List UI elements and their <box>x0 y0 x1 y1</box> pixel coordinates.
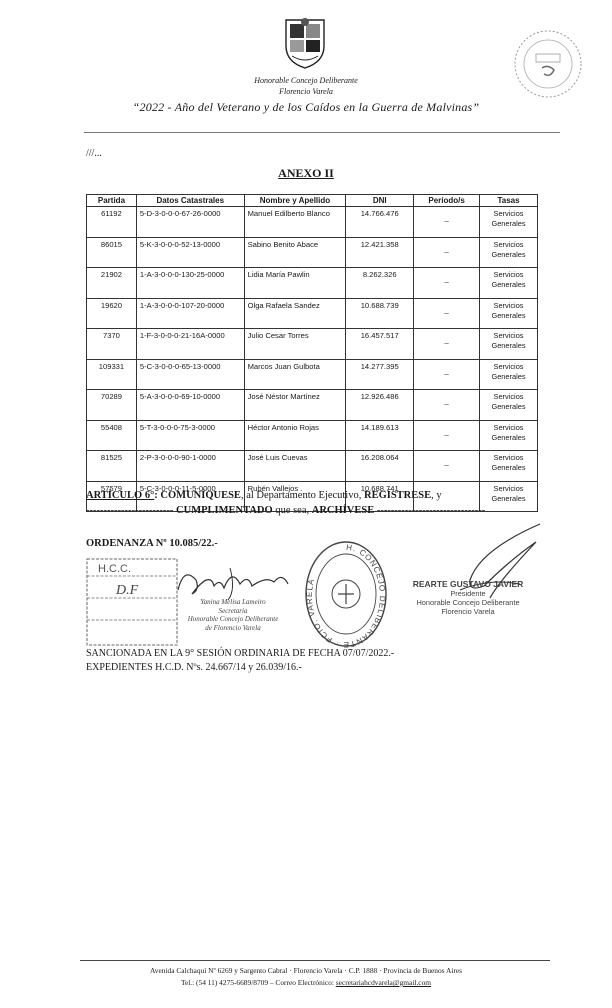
round-seal-icon <box>512 28 584 100</box>
col-header-dni: DNI <box>346 195 414 207</box>
footer-email-link[interactable]: secretariahcdvarela@gmail.com <box>335 978 432 987</box>
cell-periodo: _ <box>414 329 480 360</box>
article-comuniquese: COMUNÍQUESE <box>160 490 241 501</box>
table-row <box>87 390 538 421</box>
secretary-signature-block <box>168 598 298 632</box>
col-header-nombre: Nombre y Apellido <box>244 195 346 207</box>
table-row <box>87 207 538 238</box>
cell-dni: 10.688.739 <box>346 298 414 329</box>
cell-tasas: Servicios Generales <box>480 207 538 238</box>
president-role: Presidente <box>450 589 486 598</box>
cell-dni: 12.926.486 <box>346 390 414 421</box>
cell-nombre: Rubén Vallejos . <box>244 481 346 512</box>
ordinance-number: ORDENANZA Nº 10.085/22.- <box>86 538 218 549</box>
sanctioned-line: SANCIONADA EN LA 9° SESIÓN ORDINARIA DE FECHA 07/07/2022.- <box>86 648 395 659</box>
article-line-1 <box>86 490 538 501</box>
cell-partida: 19620 <box>87 298 137 329</box>
cell-tasas: Servicios Generales <box>480 237 538 268</box>
cell-nombre: Lidia María Pawlin <box>244 268 346 299</box>
cell-nombre: Julio Cesar Torres <box>244 329 346 360</box>
cell-dni: 8.262.326 <box>346 268 414 299</box>
president-signature-block <box>398 580 538 616</box>
cell-partida: 81525 <box>87 451 137 482</box>
col-header-tasas: Tasas <box>480 195 538 207</box>
cell-dni: 12.421.358 <box>346 237 414 268</box>
cell-nombre: Marcos Juan Gulbota <box>244 359 346 390</box>
cell-dni: 10.688.741 <box>346 481 414 512</box>
crest-icon <box>282 14 328 70</box>
secretary-org-2: de Florencio Varela <box>205 623 261 632</box>
header-city: Florencio Varela <box>279 87 333 96</box>
cell-catastro: 1-A-3-0-0-0-107-20-0000 <box>136 298 244 329</box>
council-oval-seal-icon <box>304 540 388 648</box>
cell-catastro: 5-A-3-0-0-0-69-10-0000 <box>136 390 244 421</box>
header-org-name: Honorable Concejo Deliberante <box>254 76 358 85</box>
cell-tasas: Servicios Generales <box>480 268 538 299</box>
cell-periodo: _ <box>414 420 480 451</box>
article-text-mid3: que sea, <box>275 505 310 516</box>
footer-rule <box>80 960 550 961</box>
secretary-role: Secretaria <box>218 606 248 615</box>
cell-catastro: 5-K-3-0-0-0-52-13-0000 <box>136 237 244 268</box>
cell-tasas: Servicios Generales <box>480 329 538 360</box>
cell-nombre: Olga Rafaela Sandez <box>244 298 346 329</box>
article-archivese: ARCHÍVESE <box>311 505 375 516</box>
cell-catastro: 2-P-3-0-0-0-90-1-0000 <box>136 451 244 482</box>
footer-address: Avenida Calchaquí Nº 6269 y Sargento Cabral · Florencio Varela · C.P. 1888 · Provincia de Buenos Aires <box>149 966 463 975</box>
cell-periodo: _ <box>414 359 480 390</box>
hcc-box-initials: D.F <box>116 583 139 598</box>
article-dashes-right: ------------------------------- <box>376 505 486 516</box>
cell-periodo: _ <box>414 451 480 482</box>
table-row <box>87 451 538 482</box>
table-row <box>87 298 538 329</box>
cell-dni: 14.277.395 <box>346 359 414 390</box>
header-motto: “2022 - Año del Veterano y de los Caídos en la Guerra de Malvinas” <box>132 100 480 114</box>
article-label: ARTÍCULO 6° <box>86 490 155 501</box>
seal-mid-text: H. CONCEJO DELIBERANTE · FCIO. VARELA <box>304 542 388 648</box>
cell-partida: 21902 <box>87 268 137 299</box>
col-header-periodo: Período/s <box>414 195 480 207</box>
cell-nombre: Héctor Antonio Rojas <box>244 420 346 451</box>
cell-periodo: _ <box>414 207 480 238</box>
article-colon: : <box>154 490 158 501</box>
cell-catastro: 1-F-3-0-0-0-21-16A-0000 <box>136 329 244 360</box>
article-dashes-left: ------------------------- <box>86 505 174 516</box>
cell-nombre: Manuel Edilberto Blanco <box>244 207 346 238</box>
hcc-box-top-text: H.C.C. <box>98 563 131 575</box>
cell-partida: 109331 <box>87 359 137 390</box>
cell-partida: 7370 <box>87 329 137 360</box>
cell-catastro: 5-C-3-0-0-0-65-13-0000 <box>136 359 244 390</box>
cell-dni: 14.189.613 <box>346 420 414 451</box>
cell-tasas: Servicios Generales <box>480 298 538 329</box>
cell-tasas: Servicios Generales <box>480 481 538 512</box>
cell-catastro: 5-C-3-0-0-0-11-5-0000 <box>136 481 244 512</box>
cell-partida: 55408 <box>87 420 137 451</box>
cell-periodo: _ <box>414 390 480 421</box>
cell-tasas: Servicios Generales <box>480 420 538 451</box>
col-header-catastro: Datos Catastrales <box>136 195 244 207</box>
cell-nombre: Sabino Benito Abace <box>244 237 346 268</box>
hcc-box-stamp-icon <box>86 558 178 646</box>
cell-dni: 14.766.476 <box>346 207 414 238</box>
cell-periodo: _ <box>414 298 480 329</box>
table-row <box>87 359 538 390</box>
cell-catastro: 5-D-3-0-0-0-67-26-0000 <box>136 207 244 238</box>
table-row <box>87 237 538 268</box>
article-line-2 <box>86 505 538 516</box>
cell-dni: 16.208.064 <box>346 451 414 482</box>
cell-tasas: Servicios Generales <box>480 451 538 482</box>
article-text-mid2: , y <box>431 490 442 501</box>
secretary-org-1: Honorable Concejo Deliberante <box>187 615 279 623</box>
article-text-mid1: , al Departamento Ejecutivo, <box>240 490 362 501</box>
cell-periodo: _ <box>414 237 480 268</box>
col-header-partida: Partida <box>87 195 137 207</box>
cell-periodo: _ <box>414 268 480 299</box>
cell-tasas: Servicios Generales <box>480 390 538 421</box>
cell-partida: 70289 <box>87 390 137 421</box>
continuation-mark: ///... <box>86 148 102 159</box>
article-registrese: REGÍSTRESE <box>363 490 432 501</box>
secretary-name: Yanina Melisa Lameiro <box>200 598 266 606</box>
president-org-2: Florencio Varela <box>441 607 495 616</box>
cell-dni: 16.457.517 <box>346 329 414 360</box>
cell-partida: 86015 <box>87 237 137 268</box>
annex-table <box>86 194 538 512</box>
header-rule <box>84 132 560 133</box>
cell-tasas: Servicios Generales <box>480 359 538 390</box>
cell-nombre: José Néstor Martínez <box>244 390 346 421</box>
cell-partida: 61192 <box>87 207 137 238</box>
footer-phone: Tel.: (54 11) 4275-6689/8709 – Correo Electrónico: <box>180 978 334 987</box>
article-cumplimentado: CUMPLIMENTADO <box>176 505 273 516</box>
cell-partida: 57579 <box>87 481 137 512</box>
president-name: REARTE GUSTAVO JAVIER <box>412 579 524 589</box>
expedientes-line: EXPEDIENTES H.C.D. Nºs. 24.667/14 y 26.039/16.- <box>86 662 302 673</box>
table-header-row <box>87 195 538 207</box>
cell-catastro: 5-T-3-0-0-0-75-3-0000 <box>136 420 244 451</box>
table-row <box>87 329 538 360</box>
table-row <box>87 268 538 299</box>
table-row <box>87 420 538 451</box>
footer-contact <box>0 978 612 987</box>
cell-nombre: José Luis Cuevas <box>244 451 346 482</box>
president-org-1: Honorable Concejo Deliberante <box>416 598 520 607</box>
annex-title: ANEXO II <box>278 166 334 180</box>
cell-catastro: 1-A-3-0-0-0-130-25-0000 <box>136 268 244 299</box>
